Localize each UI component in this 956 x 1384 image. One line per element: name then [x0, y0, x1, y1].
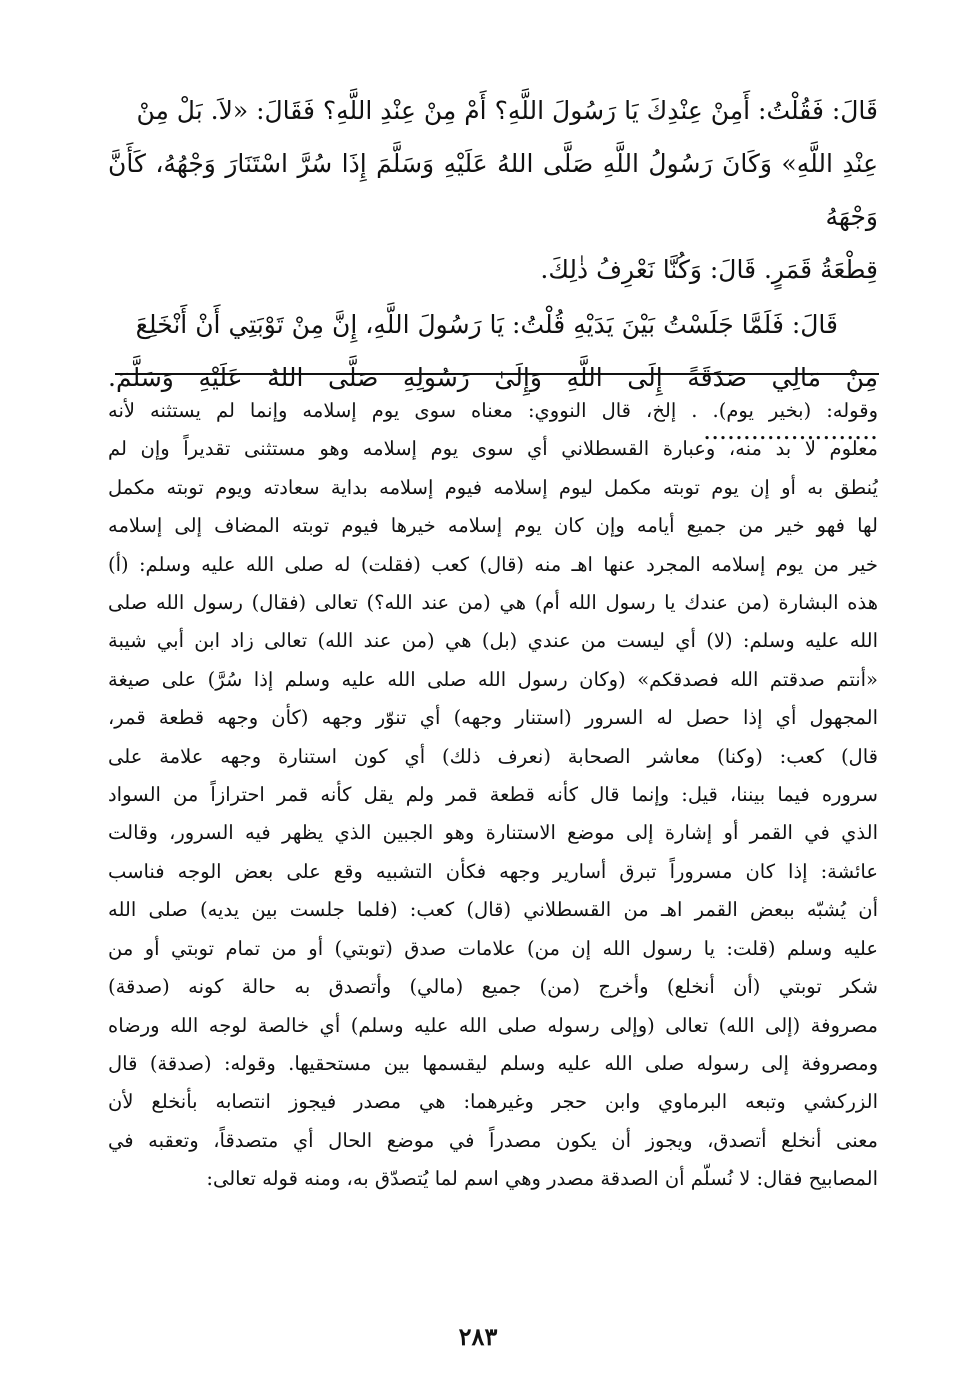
commentary-line: لها فهو خير من جميع أيامه وإن كان يوم إسلامه خيرها فيوم توبته المضاف إلى إسلامه [108, 514, 878, 538]
commentary-block [108, 392, 878, 1199]
main-line: قَالَ: فَقُلْتُ: أَمِنْ عِنْدِكَ يَا رَسُولَ اللَّهِ؟ أَمْ مِنْ عِنْدِ اللَّهِ؟ فَقَالَ: «لاَ. بَلْ مِنْ [136, 96, 878, 125]
main-line: قِطْعَةُ قَمَرٍ. قَالَ: وَكُنَّا نَعْرِفُ ذٰلِكَ. [540, 255, 878, 284]
commentary-line: شكر توبتي (أن أنخلع) وأخرج (من) جميع (مالي) وأتصدق به حالة كونه (صدقة) [108, 975, 878, 999]
commentary-line: الله عليه وسلم: (لا) أي ليست من عندي (بل) هي (من عند الله) تعالى زاد ابن أبي شيبة [108, 629, 878, 653]
commentary-line: معنى أنخلع أتصدق، ويجوز أن يكون مصدراً في موضع الحال أي متصدقاً، وتعقبه في [108, 1128, 878, 1152]
main-line: مِنْ مَالِي صَدَقَةً إِلَى اللَّهِ وَإِلَىٰ رَسُولِهِ صَلَّى اللهُ عَلَيْهِ وَسَلَّمَ. ...................... [108, 363, 878, 445]
commentary-line: يُنطق به أو إن يوم توبته مكمل ليوم إسلامه فيوم إسلامه بداية سعادته ويوم توبته مكمل [108, 475, 878, 499]
commentary-line: المجهول أي إذا حصل له السرور (استنار وجهه) أي تنوّر وجهه (كأن وجهه قطعة قمر، [108, 706, 878, 730]
commentary-line: المصابيح فقال: لا نُسلّم أن الصدقة مصدر وهي اسم لما يُتصدّق به، ومنه قوله تعالى: [206, 1167, 878, 1191]
commentary-line: الذي في القمر أو إشارة إلى موضع الاستنارة وهو الجبين الذي يظهر فيه السرور، وقالت [108, 821, 878, 845]
commentary-line: أن يُشبّه ببعض القمر اهـ من القسطلاني (قال) كعب: (فلما جلست بين يديه) صلى الله [108, 898, 878, 922]
commentary-line: الزركشي وتبعه البرماوي وابن حجر وغيرهما: هي مصدر فيجوز انتصابه بأنخلع لأن [108, 1090, 878, 1114]
main-line: عِنْدِ اللَّهِ» وَكَانَ رَسُولُ اللَّهِ صَلَّى اللهُ عَلَيْهِ وَسَلَّمَ إِذَا سُرَّ اسْتَنَارَ وَجْهُهُ، كَأَنَّ وَجْهَهُ [108, 149, 878, 231]
footnote-divider [115, 373, 879, 375]
commentary-line: ومصروفة إلى رسوله صلى الله عليه وسلم ليقسمها بين مستحقيها. وقوله: (صدقة) قال [108, 1051, 878, 1075]
commentary-line: مصروفة (إلى الله) تعالى (وإلى رسوله صلى الله عليه وسلم) أي خالصة لوجه الله ورضاه [108, 1013, 878, 1037]
main-paragraph-1 [108, 84, 878, 296]
main-line: قَالَ: فَلَمَّا جَلَسْتُ بَيْنَ يَدَيْهِ قُلْتُ: يَا رَسُولَ اللَّهِ، إِنَّ مِنْ تَوْبَتِي أَنْ أَنْخَلِعَ [135, 310, 838, 339]
commentary-line: سروره فيما بيننا، قيل: وإنما قال كأنه قطعة قمر ولم يقل كأنه قمر احترازاً من السواد [108, 783, 878, 807]
commentary-line: وقوله: (بخير يوم). . إلخ، قال النووي: معناه سوى يوم إسلامه وإنما لم يستثنه لأنه [108, 399, 878, 422]
commentary-line: عائشة: إذا كان مسروراً تبرق أسارير وجهه فكأن التشبيه وقع على بعض الوجه فناسب [108, 859, 878, 883]
commentary-line: قال) كعب: (وكنا) معاشر الصحابة (نعرف ذلك) أي كون استنارة وجهه علامة على [108, 744, 878, 768]
commentary-line: عليه وسلم (قلت: يا رسول الله إن من) علامات صدق (توبتي) أو من تمام توبتي أو من [108, 936, 878, 960]
commentary-line: خير من يوم إسلامه المجرد عنها اهـ منه (قال) كعب (فقلت) له صلى الله عليه وسلم: (أ) [108, 552, 878, 576]
page-number: ٢٨٣ [458, 1322, 498, 1351]
commentary-line: «أنتم صدقتم الله فصدقكم» (وكان رسول الله صلى الله عليه وسلم إذا سُرَّ) على صيغة [108, 667, 878, 691]
commentary-line: معلوم لا بد منه، وعبارة القسطلاني أي سوى يوم إسلامه وهو مستثنى تقديراً وإن لم [108, 437, 878, 461]
commentary-line: هذه البشارة (من عندك يا رسول الله أم) هي (من عند الله؟) تعالى (فقال) رسول الله صلى [108, 591, 878, 615]
